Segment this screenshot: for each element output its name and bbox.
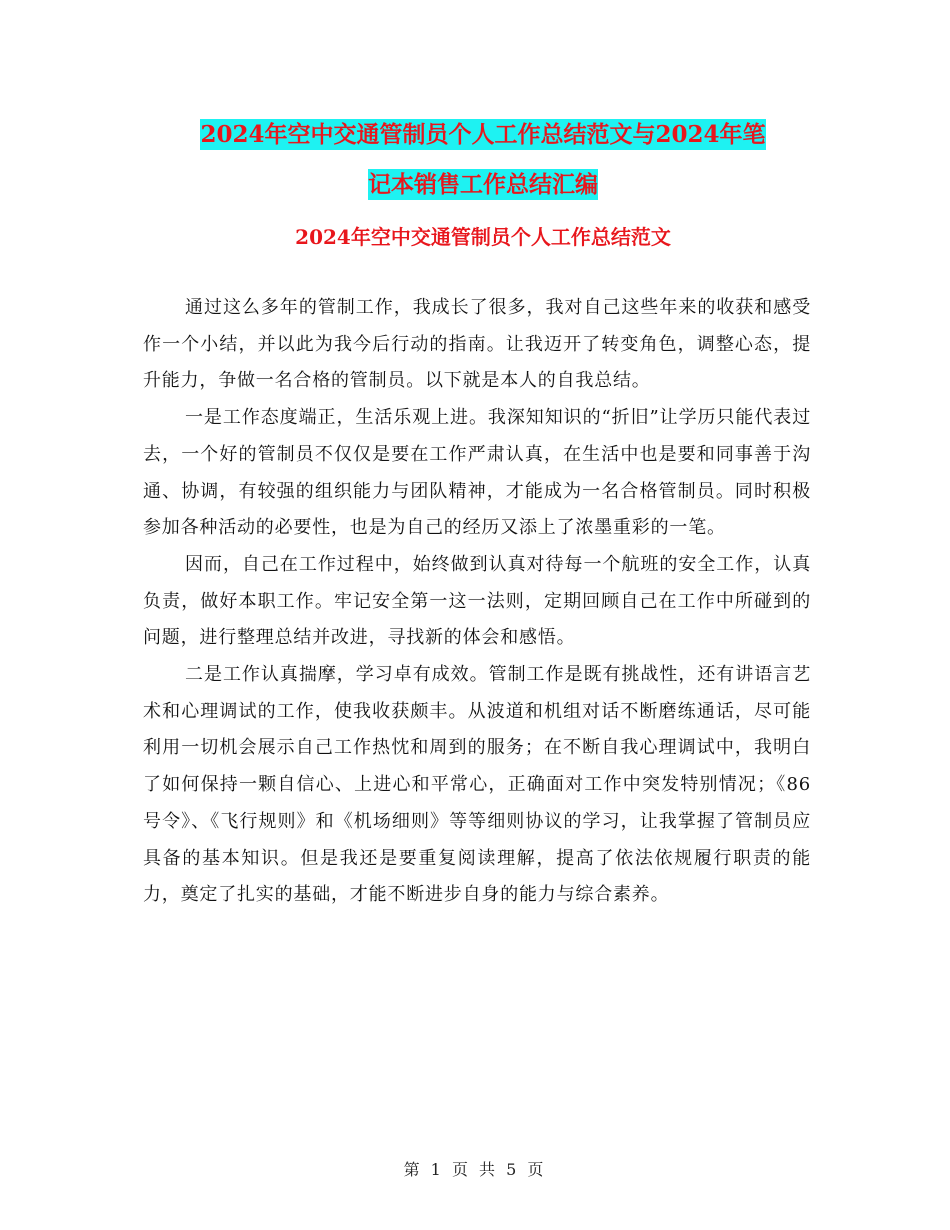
title-highlight-1: 2024年空中交通管制员个人工作总结范文与2024年笔	[200, 121, 766, 148]
section-title: 2024年空中交通管制员个人工作总结范文	[295, 225, 671, 249]
paragraph: 通过这么多年的管制工作，我成长了很多，我对自己这些年来的收获和感受作一个小结，并以此为我今后行动的指南。让我迈开了转变角色，调整心态，提升能力，争做一名合格的管制员。以下就是本人的自我总结。	[143, 297, 811, 392]
document-title	[140, 110, 826, 210]
title-highlight-2: 记本销售工作总结汇编	[368, 171, 598, 198]
paragraph: 因而，自己在工作过程中，始终做到认真对待每一个航班的安全工作，认真负责，做好本职工作。牢记安全第一这一法则，定期回顾自己在工作中所碰到的问题，进行整理总结并改进，寻找新的体会和感悟。	[143, 553, 811, 649]
title-line-2	[140, 160, 826, 210]
title-line-1	[140, 110, 826, 160]
page-footer: 第 1 页 共 5 页	[403, 1160, 547, 1179]
document-body	[143, 290, 811, 914]
paragraph: 一是工作态度端正，生活乐观上进。我深知知识的“折旧”让学历只能代表过去，一个好的管制员不仅仅是要在工作严肃认真，在生活中也是要和同事善于沟通、协调，有较强的组织能力与团队精神，才能成为一名合格管制员。同时积极参加各种活动的必要性，也是为自己的经历又添上了浓墨重彩的一笔。	[143, 407, 811, 539]
paragraph: 二是工作认真揣摩，学习卓有成效。管制工作是既有挑战性，还有讲语言艺术和心理调试的工作，使我收获颇丰。从波道和机组对话不断磨练通话，尽可能利用一切机会展示自己工作热忱和周到的服务；在不断自我心理调试中，我明白了如何保持一颗自信心、上进心和平常心，正确面对工作中突发特别情况；《86号令》、《飞行规则》和《机场细则》等等细则协议的学习，让我掌握了管制员应具备的基本知识。但是我还是要重复阅读理解，提高了依法依规履行职责的能力，奠定了扎实的基础，才能不断进步自身的能力与综合素养。	[143, 664, 811, 906]
